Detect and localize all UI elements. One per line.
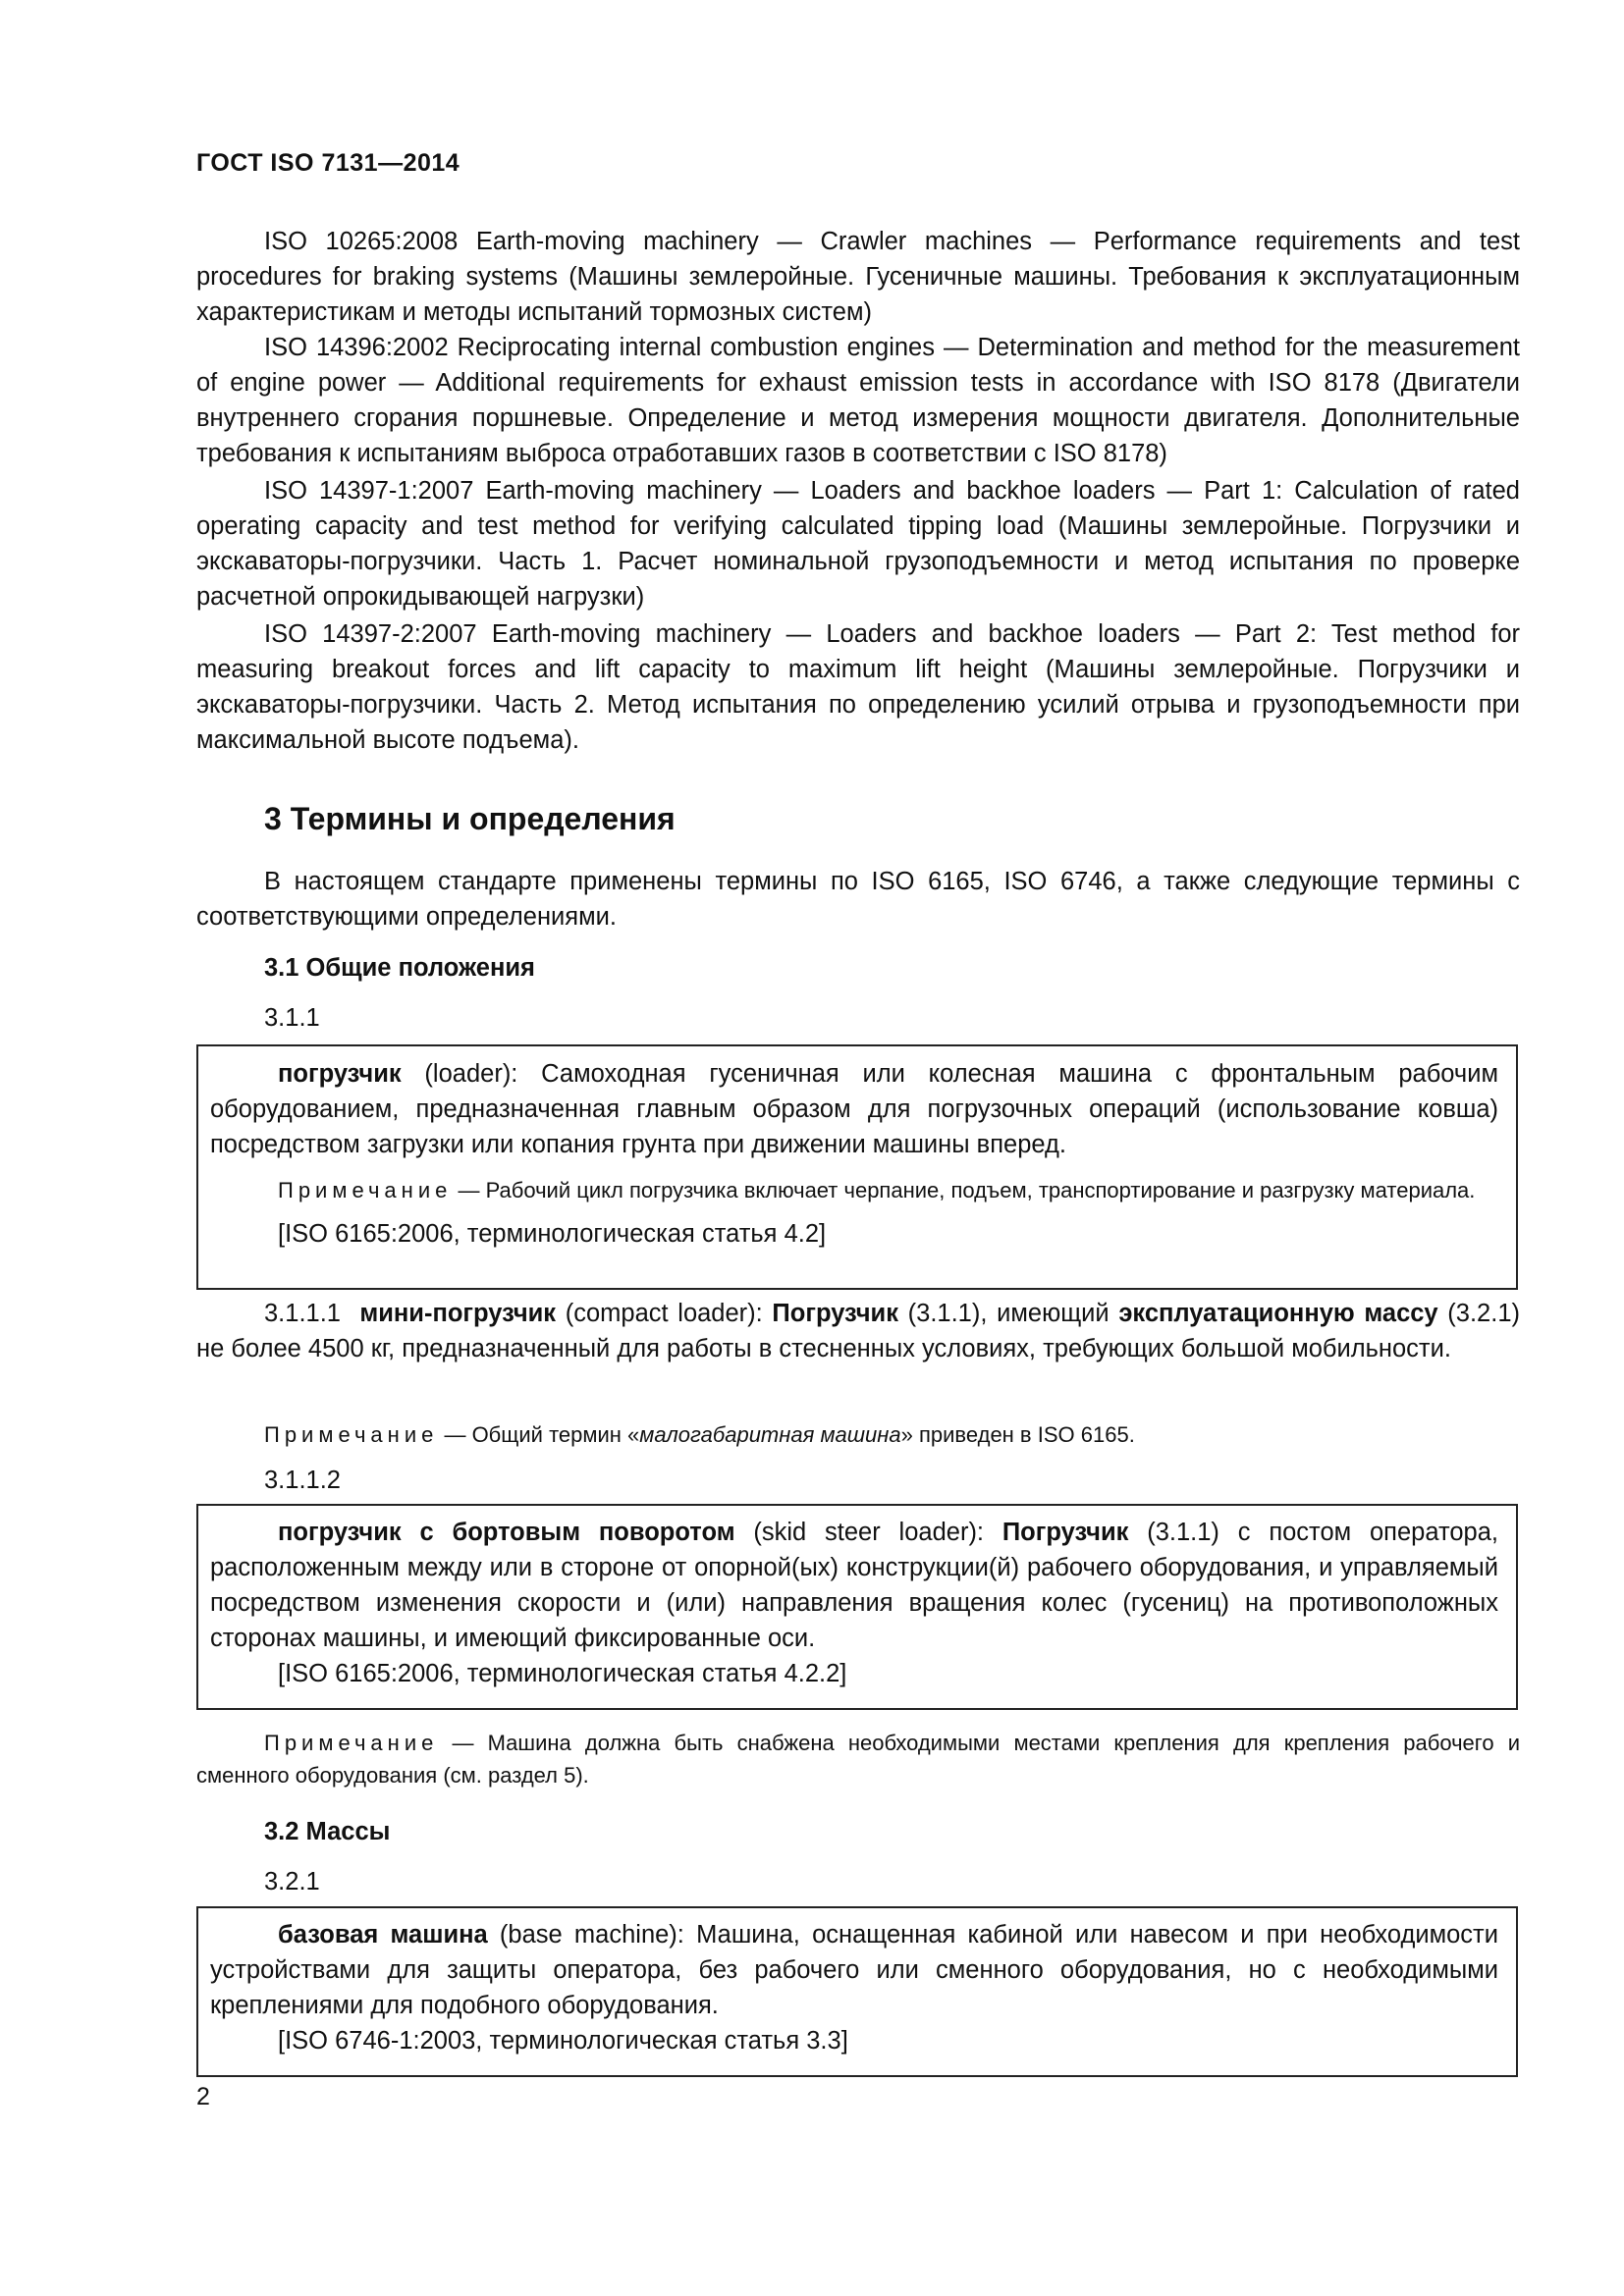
note-label: Примечание	[264, 1731, 439, 1755]
note-label: Примечание	[278, 1178, 453, 1202]
term-box-skid-steer-loader	[196, 1504, 1518, 1710]
term-loader-definition	[210, 1056, 1498, 1162]
term-compact-loader: мини-погрузчик	[359, 1300, 557, 1327]
note-text: — Машина должна быть снабжена необходимыми местами крепления для крепления рабочего и сменного оборудования (см. раздел 5).	[196, 1731, 1520, 1788]
term-loader-source: [ISO 6165:2006, терминологическая статья 4.2]	[278, 1220, 827, 1248]
section-3-title: 3 Термины и определения	[264, 801, 676, 836]
term-skid-steer-definition	[210, 1515, 1498, 1656]
note-text: » приведен в ISO 6165.	[900, 1422, 1135, 1447]
term-box-loader	[196, 1044, 1518, 1290]
term-loader: погрузчик	[278, 1060, 402, 1088]
term-text: (3.2.1) не более 4500 кг, предназначенный для работы в стесненных условиях, требующих большой мобильности.	[196, 1300, 1520, 1362]
term-number-3-1-1: 3.1.1	[264, 1004, 320, 1032]
term-skid-steer-source: [ISO 6165:2006, терминологическая статья 4.2.2]	[278, 1660, 847, 1687]
subsection-3-1-title: 3.1 Общие положения	[264, 954, 535, 982]
term-reference: Погрузчик	[1001, 1519, 1129, 1546]
term-text: (compact loader):	[556, 1300, 773, 1327]
term-loader-note	[210, 1174, 1498, 1206]
term-base-machine-source: [ISO 6746-1:2003, терминологическая статья 3.3]	[278, 2027, 848, 2055]
term-reference: Погрузчик	[772, 1300, 898, 1327]
term-number-3-1-1-2: 3.1.1.2	[264, 1467, 341, 1494]
note-term: малогабаритная машина	[639, 1422, 901, 1447]
term-text: (3.1.1), имеющий	[897, 1300, 1119, 1327]
note-text: — Общий термин «	[438, 1422, 640, 1447]
term-number-3-1-1-1: 3.1.1.1	[264, 1300, 341, 1327]
reference-iso-14397-1: ISO 14397-1:2007 Earth-moving machinery — Loaders and backhoe loaders — Part 1: Calculation of rated operating capacity and test method for verifying calculated tipping load (Машины землеройные. Погрузчики и экскаваторы-погрузчики. Часть 1. Расчет номинальной грузоподъемности и метод испытания по проверке расчетной опрокидывающей нагрузки)	[196, 477, 1520, 611]
term-box-base-machine	[196, 1906, 1518, 2077]
subsection-3-2-title: 3.2 Массы	[264, 1818, 391, 1845]
term-skid-steer-loader: погрузчик с бортовым поворотом	[278, 1519, 735, 1546]
document-header: ГОСТ ISO 7131—2014	[196, 149, 460, 177]
term-base-machine-definition	[210, 1917, 1498, 2023]
term-text: (3.1.1) с постом оператора, расположенным между или в стороне от опорной(ых) конструкции(й) рабочего оборудования, и управляемый посредством изменения скорости и (или) направления вращения колес (гусениц) на противоположных сторонах машины, и имеющий фиксированные оси.	[210, 1519, 1498, 1652]
page-number: 2	[196, 2083, 210, 2110]
reference-iso-14396: ISO 14396:2002 Reciprocating internal combustion engines — Determination and method for the measurement of engine power — Additional requirements for exhaust emission tests in accordance with ISO 8178 (Двигатели внутреннего сгорания поршневые. Определение и метод измерения мощности двигателя. Дополнительные требования к испытаниям выброса отработавших газов в соответствии с ISO 8178)	[196, 334, 1520, 467]
note-text: — Рабочий цикл погрузчика включает черпание, подъем, транспортирование и разгрузку материала.	[452, 1178, 1476, 1202]
term-loader-text: (loader): Самоходная гусеничная или колесная машина с фронтальным рабочим оборудованием, предназначенная главным образом для погрузочных операций (использование ковша) посредством загрузки или копания грунта при движении машины вперед.	[210, 1060, 1498, 1158]
reference-iso-14397-2: ISO 14397-2:2007 Earth-moving machinery — Loaders and backhoe loaders — Part 2: Test method for measuring breakout forces and lift capacity to maximum lift height (Машины землеройные. Погрузчики и экскаваторы-погрузчики. Часть 2. Метод испытания по определению усилий отрыва и грузоподъемности при максимальной высоте подъема).	[196, 620, 1520, 754]
term-text: (base machine): Машина, оснащенная кабиной или навесом и при необходимости устройствами для защиты оператора, без рабочего или сменного оборудования, но с необходимыми креплениями для подобного оборудования.	[210, 1921, 1498, 2019]
term-compact-loader-note	[196, 1418, 1520, 1451]
term-compact-loader-definition	[196, 1296, 1520, 1366]
term-skid-steer-note	[196, 1727, 1520, 1791]
reference-iso-10265: ISO 10265:2008 Earth-moving machinery — Crawler machines — Performance requirements and test procedures for braking systems (Машины землеройные. Гусеничные машины. Требования к эксплуатационным характеристикам и методы испытаний тормозных систем)	[196, 228, 1520, 326]
term-reference: эксплуатационную массу	[1118, 1300, 1438, 1327]
section-3-intro: В настоящем стандарте применены термины по ISO 6165, ISO 6746, а также следующие термины с соответствующими определениями.	[196, 868, 1520, 931]
term-base-machine: базовая машина	[278, 1921, 488, 1949]
term-text: (skid steer loader):	[734, 1519, 1002, 1546]
note-label: Примечание	[264, 1422, 439, 1447]
term-number-3-2-1: 3.2.1	[264, 1868, 320, 1896]
